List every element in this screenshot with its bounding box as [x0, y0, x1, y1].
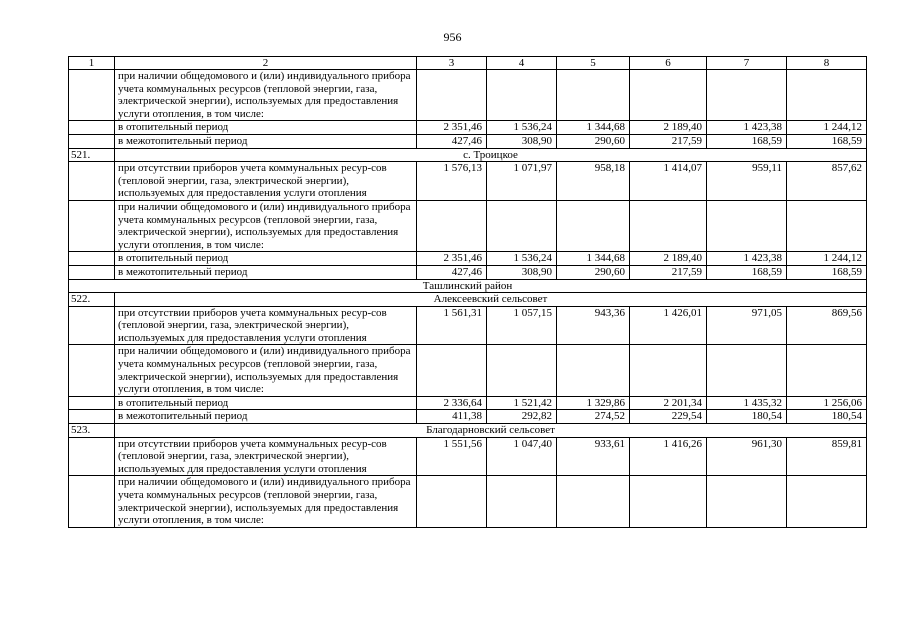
value-cell: 180,54	[707, 410, 787, 424]
row-description: в отопительный период	[115, 396, 417, 410]
value-cell: 1 414,07	[630, 162, 707, 201]
value-cell: 1 536,24	[487, 252, 557, 266]
row-number-cell	[69, 134, 115, 148]
value-cell	[707, 476, 787, 527]
column-header: 6	[630, 57, 707, 70]
row-number: 522.	[69, 293, 115, 307]
row-number-cell	[69, 121, 115, 135]
row-description: при наличии общедомового и (или) индивидуального прибора учета коммунальных ресурсов (тепловой энергии, газа, электрической энергии), используемых для предоставления услуги отопления, в том числе:	[115, 70, 417, 121]
value-cell	[557, 200, 630, 251]
value-cell: 1 521,42	[487, 396, 557, 410]
row-number-cell	[69, 410, 115, 424]
value-cell	[707, 345, 787, 396]
value-cell	[487, 200, 557, 251]
value-cell	[417, 345, 487, 396]
value-cell: 411,38	[417, 410, 487, 424]
table-header-row	[69, 57, 867, 70]
value-cell	[707, 200, 787, 251]
value-cell: 1 057,15	[487, 306, 557, 345]
value-cell	[557, 70, 630, 121]
section-row	[69, 293, 867, 307]
value-cell: 958,18	[557, 162, 630, 201]
value-cell	[487, 70, 557, 121]
value-cell	[417, 200, 487, 251]
row-number-cell	[69, 476, 115, 527]
column-header: 5	[557, 57, 630, 70]
value-cell: 961,30	[707, 437, 787, 476]
value-cell	[630, 476, 707, 527]
region-title: Ташлинский район	[69, 279, 867, 293]
value-cell: 933,61	[557, 437, 630, 476]
value-cell: 274,52	[557, 410, 630, 424]
value-cell: 1 551,56	[417, 437, 487, 476]
value-cell: 217,59	[630, 134, 707, 148]
page-number: 956	[443, 30, 462, 44]
value-cell: 2 351,46	[417, 252, 487, 266]
row-number-cell	[69, 437, 115, 476]
value-cell: 1 416,26	[630, 437, 707, 476]
table-row	[69, 252, 867, 266]
value-cell: 168,59	[707, 134, 787, 148]
value-cell: 2 189,40	[630, 121, 707, 135]
row-description: при наличии общедомового и (или) индивидуального прибора учета коммунальных ресурсов (тепловой энергии, газа, электрической энергии), используемых для предоставления услуги отопления, в том числе:	[115, 345, 417, 396]
value-cell	[487, 476, 557, 527]
row-number-cell	[69, 200, 115, 251]
value-cell	[417, 70, 487, 121]
value-cell: 859,81	[787, 437, 867, 476]
table-row	[69, 437, 867, 476]
value-cell: 943,36	[557, 306, 630, 345]
value-cell	[630, 200, 707, 251]
column-header: 2	[115, 57, 417, 70]
row-description: при отсутствии приборов учета коммунальных ресур-сов (тепловой энергии, газа, электрической энергии), используемых для предоставления услуги отопления	[115, 437, 417, 476]
value-cell: 308,90	[487, 134, 557, 148]
row-description: в межотопительный период	[115, 265, 417, 279]
value-cell	[417, 476, 487, 527]
value-cell: 168,59	[787, 265, 867, 279]
value-cell: 959,11	[707, 162, 787, 201]
row-number-cell	[69, 345, 115, 396]
value-cell: 1 047,40	[487, 437, 557, 476]
value-cell: 168,59	[787, 134, 867, 148]
row-number-cell	[69, 70, 115, 121]
row-number: 521.	[69, 148, 115, 162]
value-cell: 1 576,13	[417, 162, 487, 201]
section-row	[69, 424, 867, 438]
table-row	[69, 70, 867, 121]
row-description: при наличии общедомового и (или) индивидуального прибора учета коммунальных ресурсов (тепловой энергии, газа, электрической энергии), используемых для предоставления услуги отопления, в том числе:	[115, 476, 417, 527]
row-number: 523.	[69, 424, 115, 438]
value-cell: 1 244,12	[787, 121, 867, 135]
value-cell: 857,62	[787, 162, 867, 201]
value-cell	[787, 345, 867, 396]
value-cell: 2 201,34	[630, 396, 707, 410]
value-cell	[787, 70, 867, 121]
row-description: в отопительный период	[115, 252, 417, 266]
tariff-table	[68, 56, 867, 528]
value-cell: 290,60	[557, 134, 630, 148]
value-cell: 2 351,46	[417, 121, 487, 135]
value-cell: 1 256,06	[787, 396, 867, 410]
table-row	[69, 162, 867, 201]
row-description: в отопительный период	[115, 121, 417, 135]
value-cell: 1 426,01	[630, 306, 707, 345]
region-row	[69, 279, 867, 293]
table-row	[69, 306, 867, 345]
value-cell: 1 344,68	[557, 252, 630, 266]
value-cell: 308,90	[487, 265, 557, 279]
table-row	[69, 476, 867, 527]
column-header: 8	[787, 57, 867, 70]
value-cell: 1 423,38	[707, 121, 787, 135]
row-number-cell	[69, 252, 115, 266]
table-row	[69, 134, 867, 148]
row-description: в межотопительный период	[115, 410, 417, 424]
table-row	[69, 345, 867, 396]
row-description: при наличии общедомового и (или) индивидуального прибора учета коммунальных ресурсов (тепловой энергии, газа, электрической энергии), используемых для предоставления услуги отопления, в том числе:	[115, 200, 417, 251]
section-title: Благодарновский сельсовет	[115, 424, 867, 438]
row-description: в межотопительный период	[115, 134, 417, 148]
value-cell: 1 329,86	[557, 396, 630, 410]
value-cell: 869,56	[787, 306, 867, 345]
row-number-cell	[69, 396, 115, 410]
value-cell	[707, 70, 787, 121]
value-cell: 168,59	[707, 265, 787, 279]
value-cell	[557, 476, 630, 527]
value-cell: 427,46	[417, 265, 487, 279]
value-cell	[630, 70, 707, 121]
column-header: 1	[69, 57, 115, 70]
value-cell: 1 423,38	[707, 252, 787, 266]
table-row	[69, 410, 867, 424]
value-cell	[787, 476, 867, 527]
table-row	[69, 121, 867, 135]
value-cell: 427,46	[417, 134, 487, 148]
row-number-cell	[69, 162, 115, 201]
value-cell: 2 189,40	[630, 252, 707, 266]
value-cell	[487, 345, 557, 396]
value-cell: 292,82	[487, 410, 557, 424]
value-cell: 1 435,32	[707, 396, 787, 410]
column-header: 4	[487, 57, 557, 70]
value-cell: 1 561,31	[417, 306, 487, 345]
section-title: Алексеевский сельсовет	[115, 293, 867, 307]
value-cell: 1 536,24	[487, 121, 557, 135]
table-body	[69, 57, 867, 528]
table-row	[69, 265, 867, 279]
value-cell: 1 344,68	[557, 121, 630, 135]
row-description: при отсутствии приборов учета коммунальных ресур-сов (тепловой энергии, газа, электрической энергии), используемых для предоставления услуги отопления	[115, 162, 417, 201]
value-cell: 217,59	[630, 265, 707, 279]
column-header: 7	[707, 57, 787, 70]
column-header: 3	[417, 57, 487, 70]
section-row	[69, 148, 867, 162]
table-row	[69, 200, 867, 251]
row-description: при отсутствии приборов учета коммунальных ресур-сов (тепловой энергии, газа, электрической энергии), используемых для предоставления услуги отопления	[115, 306, 417, 345]
value-cell: 1 244,12	[787, 252, 867, 266]
value-cell: 229,54	[630, 410, 707, 424]
table-row	[69, 396, 867, 410]
value-cell: 290,60	[557, 265, 630, 279]
value-cell	[787, 200, 867, 251]
value-cell: 971,05	[707, 306, 787, 345]
value-cell	[557, 345, 630, 396]
row-number-cell	[69, 265, 115, 279]
value-cell: 1 071,97	[487, 162, 557, 201]
value-cell: 180,54	[787, 410, 867, 424]
row-number-cell	[69, 306, 115, 345]
section-title: с. Троицкое	[115, 148, 867, 162]
value-cell: 2 336,64	[417, 396, 487, 410]
value-cell	[630, 345, 707, 396]
